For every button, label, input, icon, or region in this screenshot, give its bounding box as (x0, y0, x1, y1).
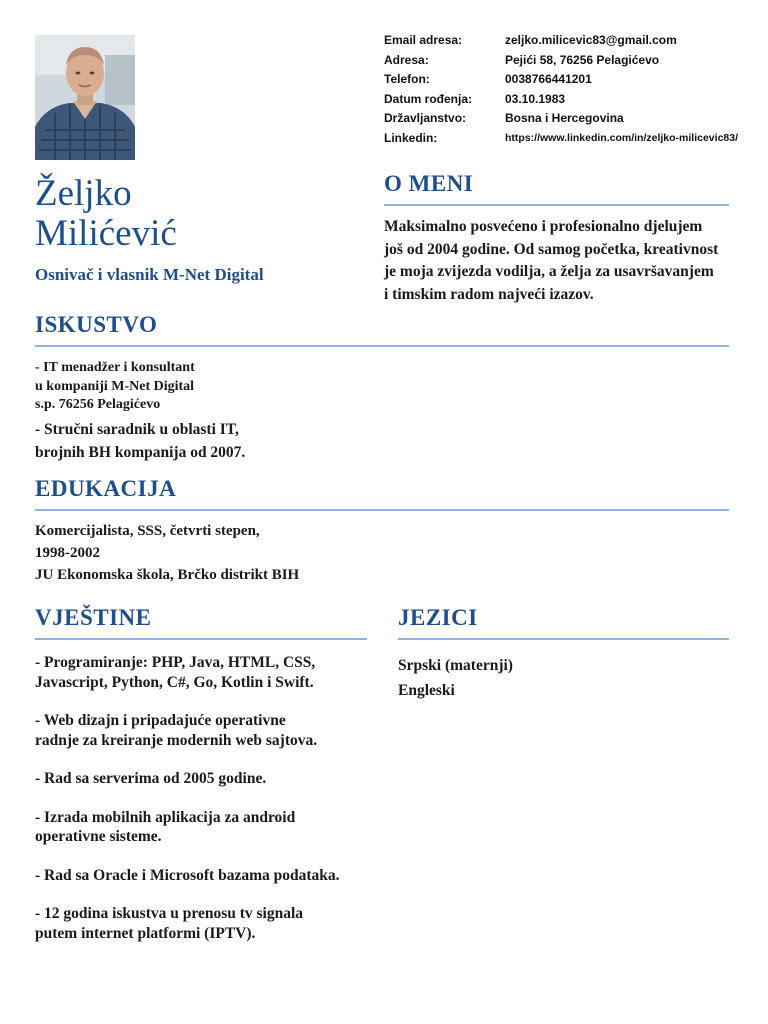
linkedin-label: Linkedin: (384, 130, 438, 145)
email-value[interactable]: zeljko.milicevic83@gmail.com (505, 33, 677, 47)
skill-line: - Rad sa Oracle i Microsoft bazama podataka. (35, 866, 340, 884)
skill-line: - 12 godina iskustva u prenosu tv signala (35, 905, 304, 922)
birthdate-label: Datum rođenja: (384, 91, 473, 106)
contact-row-email (384, 31, 738, 51)
education-line: Komercijalista, SSS, četvrti stepen, (35, 523, 260, 539)
about-divider (384, 204, 729, 206)
education-line: 1998-2002 (35, 545, 100, 561)
contact-row-address (384, 51, 738, 71)
experience-item (35, 359, 195, 415)
experience-line: - Stručni saradnik u oblasti IT, (35, 421, 239, 438)
skill-item (35, 653, 400, 692)
about-line: i timskim radom najveći izazov. (384, 285, 594, 303)
contact-row-citizenship (384, 109, 738, 129)
languages-list (398, 653, 513, 703)
about-text (384, 216, 754, 306)
about-heading: O MENI (384, 171, 474, 196)
skill-line: - Izrada mobilnih aplikacija za android (35, 808, 296, 826)
job-title: Osnivač i vlasnik M-Net Digital (35, 265, 264, 284)
experience-line: u kompaniji M-Net Digital (35, 378, 195, 394)
skills-list (35, 653, 400, 962)
skill-line: operativne sisteme. (35, 828, 162, 845)
skills-divider (35, 638, 367, 640)
experience-line: - IT menadžer i konsultant (35, 360, 195, 375)
first-name: Željko (35, 173, 132, 214)
skill-item (35, 711, 400, 750)
experience-heading: ISKUSTVO (35, 312, 158, 337)
education-heading: EDUKACIJA (35, 476, 177, 501)
education-item (35, 520, 299, 586)
skill-item (35, 866, 400, 886)
education-divider (35, 509, 729, 511)
citizenship-value: Bosna i Hercegovina (505, 111, 624, 125)
citizenship-label: Državljanstvo: (384, 111, 467, 125)
email-label: Email adresa: (384, 33, 463, 47)
about-line: još od 2004 godine. Od samog početka, kreativnost (384, 240, 719, 258)
last-name: Milićević (35, 213, 177, 254)
phone-label: Telefon: (384, 72, 430, 86)
experience-item (35, 419, 245, 464)
birthdate-value: 03.10.1983 (505, 91, 566, 106)
address-label: Adresa: (384, 52, 429, 67)
contact-row-birthdate (384, 90, 738, 110)
phone-value[interactable]: 0038766441201 (505, 72, 592, 86)
person-name (35, 174, 177, 254)
address-value: Pejići 58, 76256 Pelagićevo (505, 52, 660, 67)
languages-divider (398, 638, 729, 640)
skill-line: putem internet platformi (IPTV). (35, 924, 256, 942)
languages-heading: JEZICI (398, 605, 478, 630)
about-line: Maksimalno posvećeno i profesionalno djelujem (384, 218, 703, 235)
linkedin-link[interactable]: https://www.linkedin.com/in/zeljko-milicevic83/ (505, 131, 738, 144)
skill-line: radnje za kreiranje modernih web sajtova. (35, 731, 318, 749)
language-item: Engleski (398, 682, 455, 699)
profile-photo (35, 35, 135, 160)
experience-line: s.p. 76256 Pelagićevo (35, 397, 161, 412)
skills-heading: VJEŠTINE (35, 605, 152, 630)
education-line: JU Ekonomska škola, Brčko distrikt BIH (35, 567, 300, 583)
skill-item (35, 904, 400, 943)
skill-line: - Programiranje: PHP, Java, HTML, CSS, (35, 654, 316, 671)
language-item: Srpski (maternji) (398, 657, 513, 674)
skill-line: - Rad sa serverima od 2005 godine. (35, 770, 267, 787)
skill-item (35, 769, 400, 789)
person-portrait-icon (35, 35, 135, 160)
contact-row-phone (384, 70, 738, 90)
skill-line: Javascript, Python, C#, Go, Kotlin i Swift. (35, 673, 314, 691)
skill-item (35, 808, 400, 847)
experience-line: brojnih BH kompanija od 2007. (35, 443, 246, 461)
contact-row-linkedin (384, 129, 738, 149)
skill-line: - Web dizajn i pripadajuće operativne (35, 712, 286, 729)
contact-info (384, 31, 738, 148)
experience-divider (35, 345, 729, 347)
about-line: je moja zvijezda vodilja, a želja za usavršavanjem (384, 263, 714, 280)
